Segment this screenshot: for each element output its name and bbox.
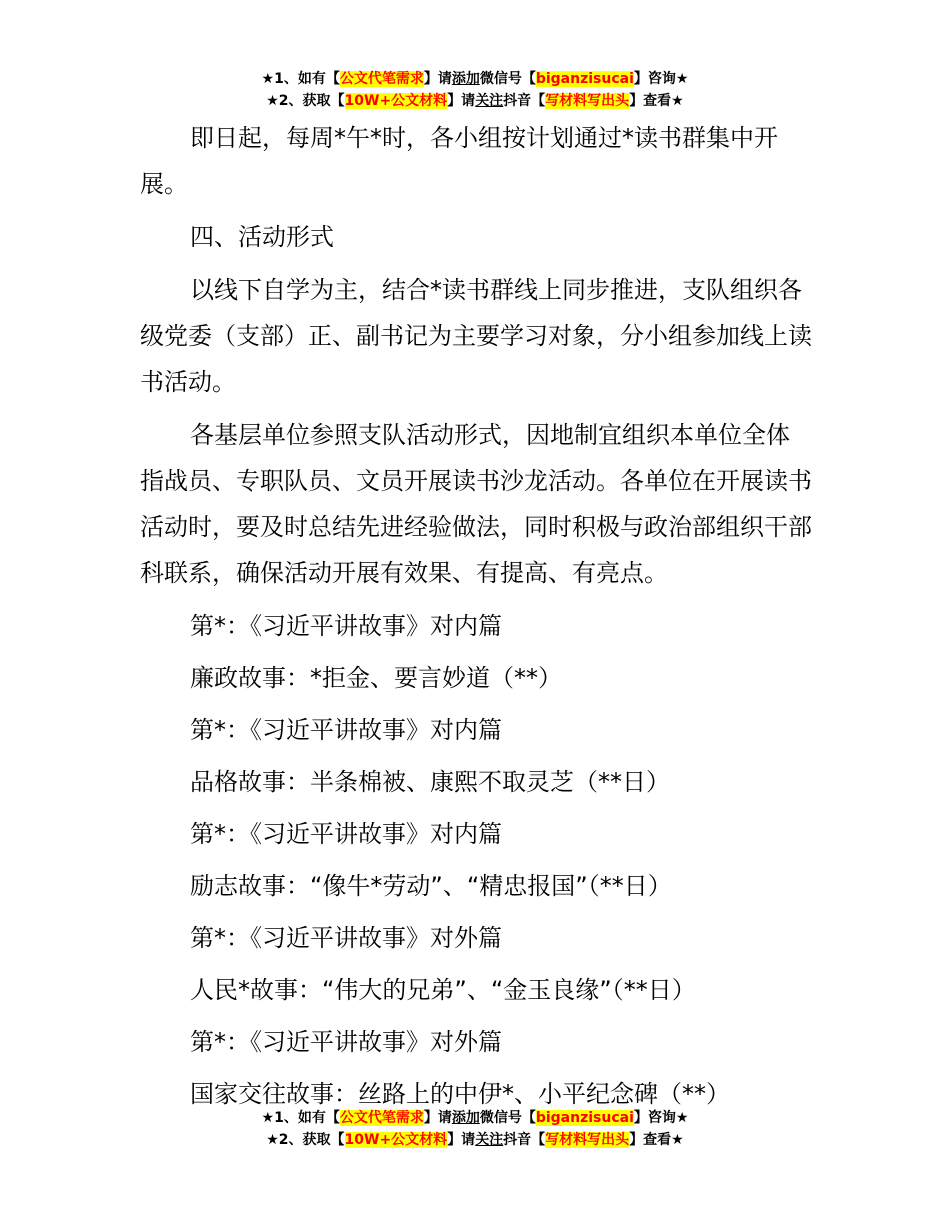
banner-text: 】咨询★ — [633, 71, 689, 87]
banner-underlined-text: 添加 — [451, 1110, 480, 1126]
highlight-wechat-id: biganzisucai — [535, 71, 634, 87]
banner-line-2 — [0, 1129, 950, 1151]
schedule-item: 第*：《习近平讲故事》对内篇 — [190, 820, 502, 848]
highlight-service: 公文代笔需求 — [339, 71, 424, 87]
schedule-item: 第*：《习近平讲故事》对外篇 — [190, 1028, 502, 1056]
banner-text: ★1、如有【 — [261, 1110, 340, 1126]
banner-text: ★2、获取【 — [266, 93, 345, 109]
banner-underlined-text: 关注 — [475, 1132, 504, 1148]
banner-line-2 — [0, 90, 950, 112]
banner-text: 】请 — [423, 1110, 452, 1126]
header-banner — [0, 68, 950, 112]
schedule-item: 第*：《习近平讲故事》对外篇 — [190, 924, 502, 952]
paragraph: 以线下自学为主，结合*读书群线上同步推进，支队组织各级党委（支部）正、副书记为主要学习对象，分小组参加线上读书活动。 — [140, 276, 812, 396]
schedule-item: 人民*故事：“伟大的兄弟”、“金玉良缘”（**日） — [190, 976, 696, 1004]
schedule-item: 品格故事：半条棉被、康熙不取灵芝（**日） — [190, 768, 670, 796]
section-heading: 四、活动形式 — [190, 223, 334, 251]
banner-line-1 — [0, 68, 950, 90]
banner-text: 】查看★ — [629, 93, 684, 109]
schedule-item: 廉政故事：*拒金、要言妙道（**） — [190, 664, 562, 692]
banner-text: ★1、如有【 — [261, 71, 340, 87]
schedule-item: 第*：《习近平讲故事》对内篇 — [190, 612, 502, 640]
banner-text: 微信号【 — [479, 1110, 536, 1126]
highlight-materials: 10W+公文材料 — [344, 1132, 448, 1148]
banner-text: 】查看★ — [629, 1132, 684, 1148]
document-body — [140, 115, 812, 1123]
highlight-service: 公文代笔需求 — [339, 1110, 424, 1126]
banner-text: 】请 — [423, 71, 452, 87]
highlight-wechat-id: biganzisucai — [535, 1110, 634, 1126]
banner-text: ★2、获取【 — [266, 1132, 345, 1148]
banner-underlined-text: 添加 — [451, 71, 480, 87]
banner-text: 】咨询★ — [633, 1110, 689, 1126]
highlight-douyin-account: 写材料写出头 — [545, 1132, 630, 1148]
banner-text: 抖音【 — [503, 1132, 546, 1148]
banner-line-1 — [0, 1107, 950, 1129]
schedule-item: 国家交往故事：丝路上的中伊*、小平纪念碑（**） — [190, 1080, 730, 1108]
highlight-douyin-account: 写材料写出头 — [545, 93, 630, 109]
banner-text: 抖音【 — [503, 93, 546, 109]
banner-text: 微信号【 — [479, 71, 536, 87]
paragraph: 即日起，每周*午*时，各小组按计划通过*读书群集中开展。 — [140, 124, 778, 198]
footer-banner — [0, 1107, 950, 1151]
banner-underlined-text: 关注 — [475, 93, 504, 109]
schedule-item: 励志故事：“像牛*劳动”、“精忠报国”（**日） — [190, 872, 672, 900]
banner-text: 】请 — [447, 93, 476, 109]
schedule-item: 第*：《习近平讲故事》对内篇 — [190, 716, 502, 744]
highlight-materials: 10W+公文材料 — [344, 93, 448, 109]
paragraph: 各基层单位参照支队活动形式，因地制宜组织本单位全体指战员、专职队员、文员开展读书沙龙活动。各单位在开展读书活动时，要及时总结先进经验做法，同时积极与政治部组织干部科联系，确保活动开展有效果、有提高、有亮点。 — [140, 421, 812, 587]
banner-text: 】请 — [447, 1132, 476, 1148]
